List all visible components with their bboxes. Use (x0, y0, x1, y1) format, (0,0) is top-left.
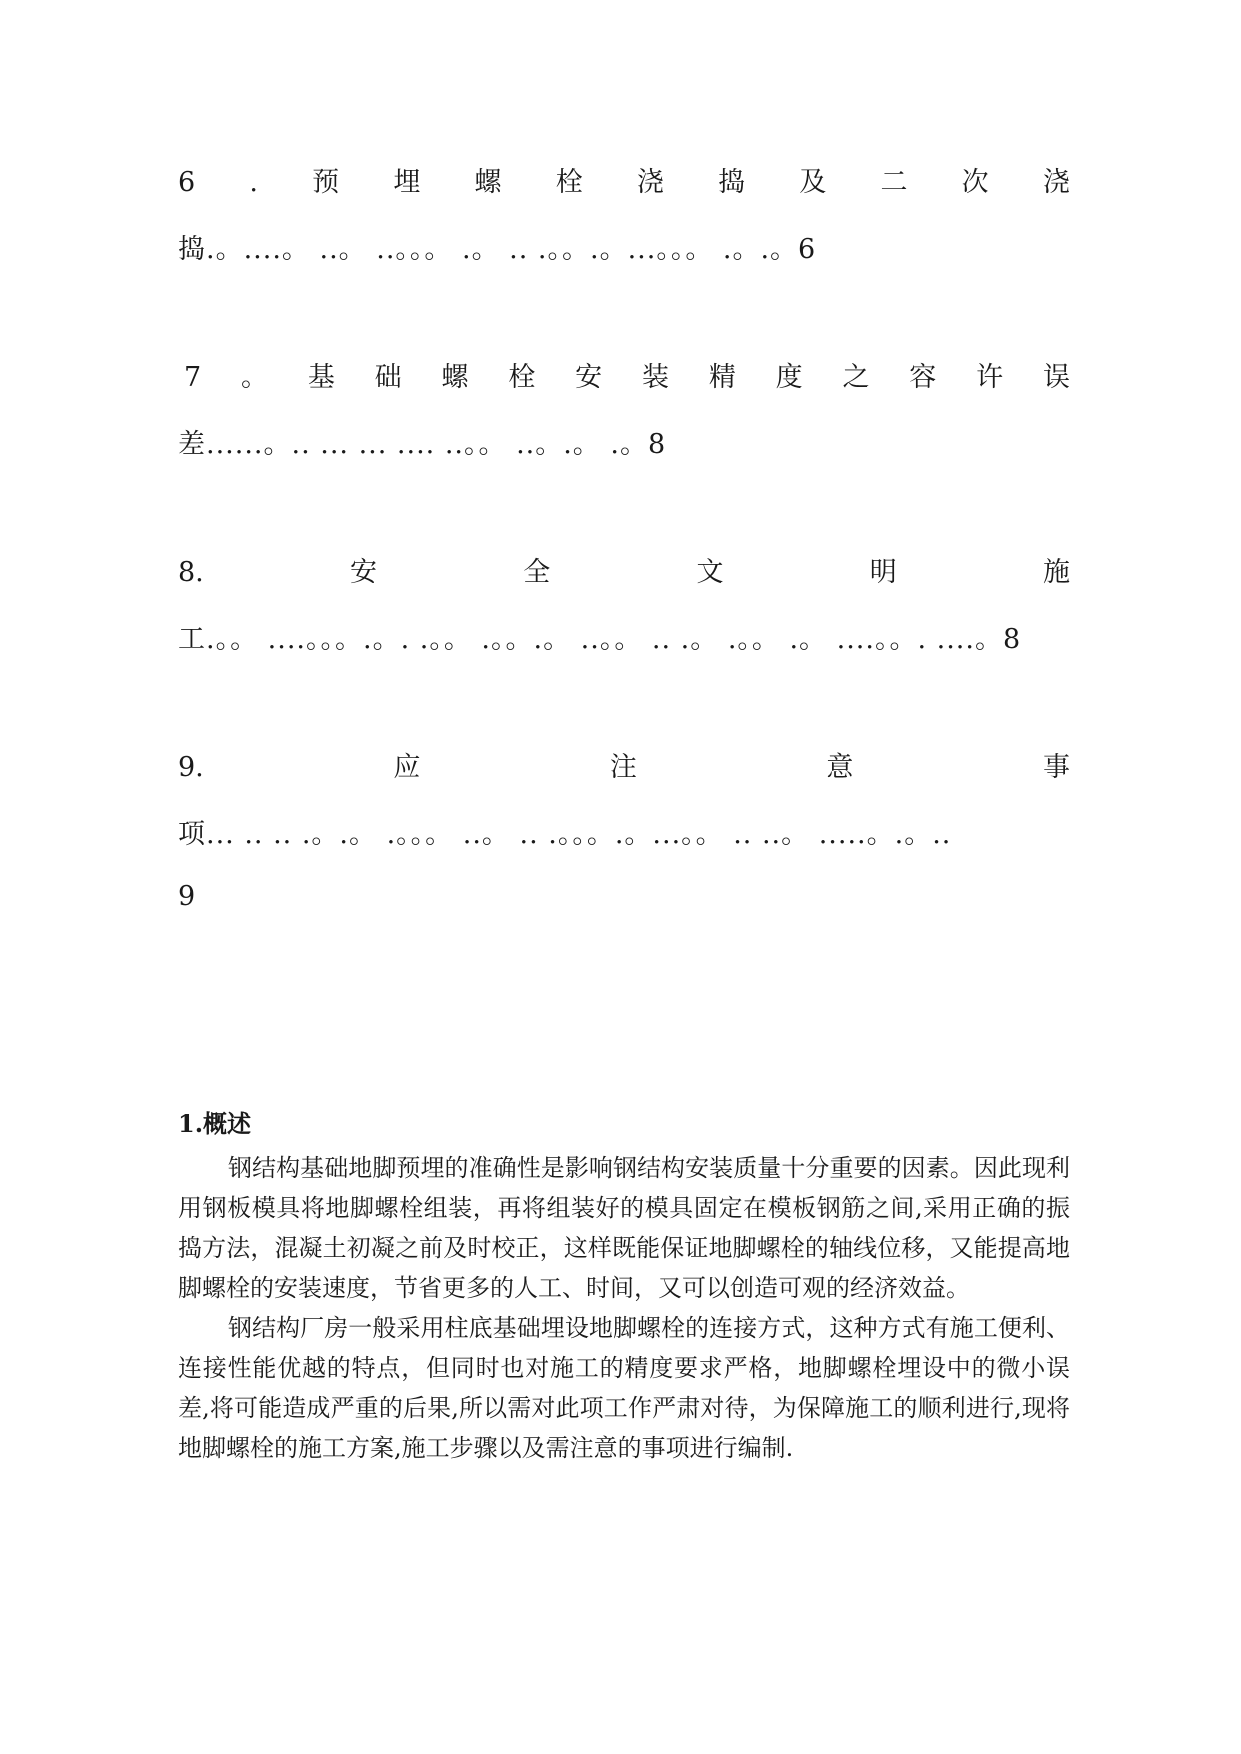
toc-entry-6-head[interactable] (178, 165, 1070, 201)
toc-char: 基 (307, 362, 335, 393)
toc-entry-9-page[interactable]: 9 (178, 881, 196, 912)
toc-char: 浇 (1042, 167, 1070, 198)
toc-char: 全 (523, 557, 551, 588)
toc-char: 事 (1042, 752, 1070, 783)
toc-char: 应 (393, 752, 421, 783)
toc-char: 二 (880, 167, 908, 198)
toc-char: 螺 (441, 362, 469, 393)
toc-entry-7-head[interactable] (178, 360, 1070, 396)
toc-char: 8. (178, 557, 204, 588)
section-title: 1.概述 (178, 1109, 252, 1138)
toc-char: 。 (241, 362, 269, 393)
toc-char: 栓 (555, 167, 583, 198)
toc-char: 明 (869, 557, 897, 588)
toc-char: 6 (178, 167, 196, 198)
toc-char: 度 (775, 362, 803, 393)
toc-char: 埋 (393, 167, 421, 198)
toc-char: 注 (609, 752, 637, 783)
toc-char: 及 (799, 167, 827, 198)
toc-char: 次 (961, 167, 989, 198)
toc-entry-8-tail[interactable]: 工.。。 ....。。。.。. .。。 .。。.。 ..。。 .. .。 .。。 .。 ....。。. ....。8 (178, 624, 1022, 655)
paragraph-2: 钢结构厂房一般采用柱底基础埋设地脚螺栓的连接方式，这种方式有施工便利、连接性能优越的特点，但同时也对施工的精度要求严格，地脚螺栓埋设中的微小误差,将可能造成严重的后果,所以需对此项工作严肃对待，为保障施工的顺利进行,现将地脚螺栓的施工方案,施工步骤以及需注意的事项进行编制. (178, 1314, 1070, 1462)
toc-char: 误 (1042, 362, 1070, 393)
toc-char: 9. (178, 752, 204, 783)
toc-char: 栓 (508, 362, 536, 393)
section-body (178, 1148, 1070, 1468)
toc-char: 意 (826, 752, 854, 783)
toc-char: . (249, 167, 258, 198)
toc-char: 安 (350, 557, 377, 588)
toc-char: 施 (1042, 557, 1070, 588)
toc-char: 精 (708, 362, 736, 393)
toc-char: 许 (976, 362, 1004, 393)
toc-char: 安 (575, 362, 603, 393)
toc-entry-6-tail[interactable]: 捣.。....。 ..。 ..。。。 .。 .. .。。.。...。。。 .。.。6 (178, 234, 817, 265)
toc-entry-8-head[interactable] (178, 555, 1070, 591)
toc-char: 础 (374, 362, 402, 393)
toc-char: 预 (312, 167, 340, 198)
toc-char: 螺 (474, 167, 502, 198)
toc-entry-7-tail[interactable]: 差......。.. ... ... .... ..。。 ..。.。 .。8 (178, 429, 667, 460)
toc-char: 捣 (718, 167, 746, 198)
toc-char: 装 (641, 362, 669, 393)
toc-char: 文 (696, 557, 724, 588)
toc-char: 之 (842, 362, 870, 393)
toc-entry-9-head[interactable] (178, 750, 1070, 786)
paragraph-1: 钢结构基础地脚预埋的准确性是影响钢结构安装质量十分重要的因素。因此现利用钢板模具将地脚螺栓组装，再将组装好的模具固定在模板钢筋之间,采用正确的振捣方法，混凝土初凝之前及时校正，这样既能保证地脚螺栓的轴线位移，又能提高地脚螺栓的安装速度，节省更多的人工、时间，又可以创造可观的经济效益。 (178, 1154, 1070, 1302)
toc-char: 浇 (636, 167, 664, 198)
toc-char: 容 (909, 362, 937, 393)
toc-entry-9-tail[interactable]: 项... .. .. .。.。 .。。。 ..。 .. .。。。.。...。。 .. ..。 .....。.。.. (178, 819, 952, 850)
toc-char: 7 (184, 362, 202, 393)
